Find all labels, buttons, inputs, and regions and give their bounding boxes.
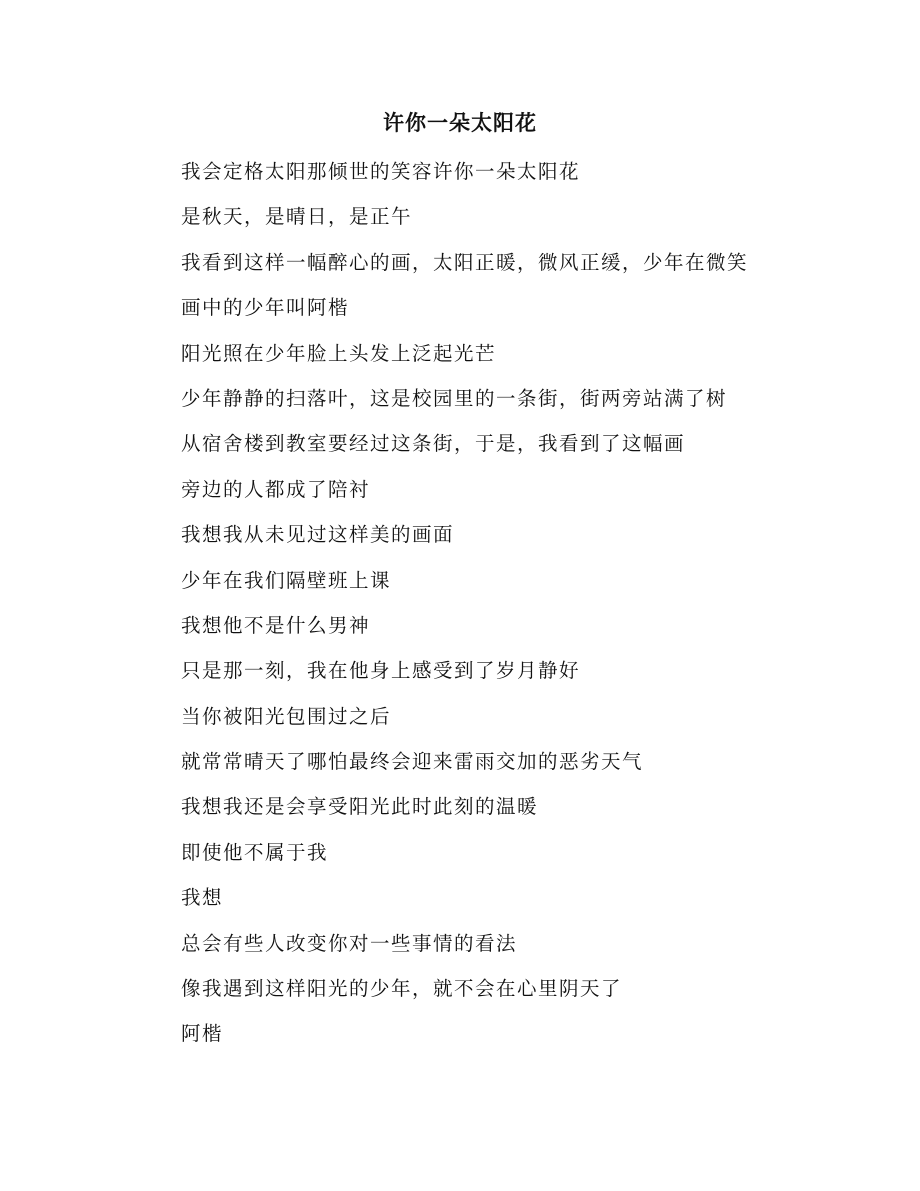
poem-line: 当你被阳光包围过之后 [181,704,392,728]
poem-line: 少年静静的扫落叶，这是校园里的一条街，街两旁站满了树 [181,386,728,410]
poem-line: 少年在我们隔壁班上课 [181,568,392,592]
poem-line: 我会定格太阳那倾世的笑容许你一朵太阳花 [181,160,581,183]
poem-line: 我看到这样一幅醉心的画，太阳正暖，微风正缓，少年在微笑 [181,250,749,274]
poem-line: 旁边的人都成了陪衬 [181,477,371,501]
poem-line: 我想他不是什么男神 [181,613,371,637]
document-title: 许你一朵太阳花 [383,110,537,135]
poem-line: 是秋天，是晴日，是正午 [181,205,413,229]
poem-line: 画中的少年叫阿楷 [181,296,350,320]
poem-line: 只是那一刻，我在他身上感受到了岁月静好 [181,659,581,683]
poem-line: 我想 [181,886,224,910]
poem-line: 总会有些人改变你对一些事情的看法 [181,931,518,955]
poem-line: 即使他不属于我 [181,840,329,864]
poem-line: 我想我从未见过这样美的画面 [181,523,455,547]
poem-line: 从宿舍楼到教室要经过这条街，于是，我看到了这幅画 [181,432,686,456]
poem-line: 阳光照在少年脸上头发上泛起光芒 [181,341,497,365]
poem-line: 阿楷 [181,1022,224,1046]
poem-line: 像我遇到这样阳光的少年，就不会在心里阴天了 [181,977,623,1001]
poem-body [181,156,881,1064]
poem-line: 就常常晴天了哪怕最终会迎来雷雨交加的恶劣天气 [181,750,644,774]
poem-line: 我想我还是会享受阳光此时此刻的温暖 [181,795,539,819]
